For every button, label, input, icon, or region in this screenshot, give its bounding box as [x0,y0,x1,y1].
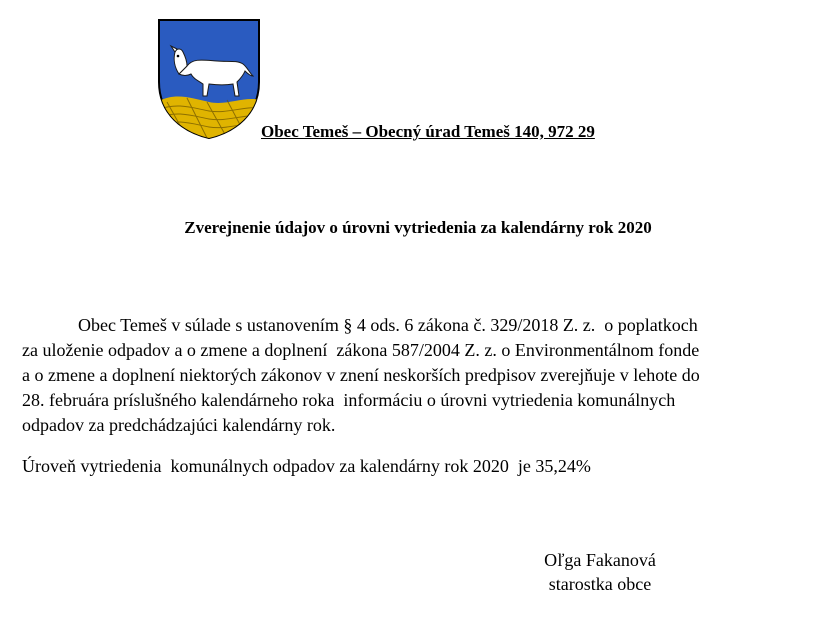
signature-block [520,548,680,596]
signatory-name: Oľga Fakanová [544,550,656,570]
document-title: Zverejnenie údajov o úrovni vytriedenia za kalendárny rok 2020 [184,218,652,237]
signatory-role: starostka obce [548,574,652,594]
paragraph-line: odpadov za predchádzajúci kalendárny rok. [22,415,336,435]
sorting-level-statement: Úroveň vytriedenia komunálnych odpadov za kalendárny rok 2020 je 35,24% [22,456,591,476]
body-paragraph [22,313,822,438]
paragraph-line: Obec Temeš v súlade s ustanovením § 4 ods. 6 zákona č. 329/2018 Z. z. o poplatkoch [78,315,698,335]
paragraph-line: a o zmene a doplnení niektorých zákonov v znení neskorších predpisov zverejňuje v lehote do [22,365,700,385]
office-header: Obec Temeš – Obecný úrad Temeš 140, 972 29 [261,122,595,141]
coat-of-arms-emblem [157,18,261,140]
paragraph-line: 28. februára príslušného kalendárneho roka informáciu o úrovni vytriedenia komunálnych [22,390,676,410]
paragraph-line: za uloženie odpadov a o zmene a doplnení zákona 587/2004 Z. z. o Environmentálnom fonde [22,340,700,360]
